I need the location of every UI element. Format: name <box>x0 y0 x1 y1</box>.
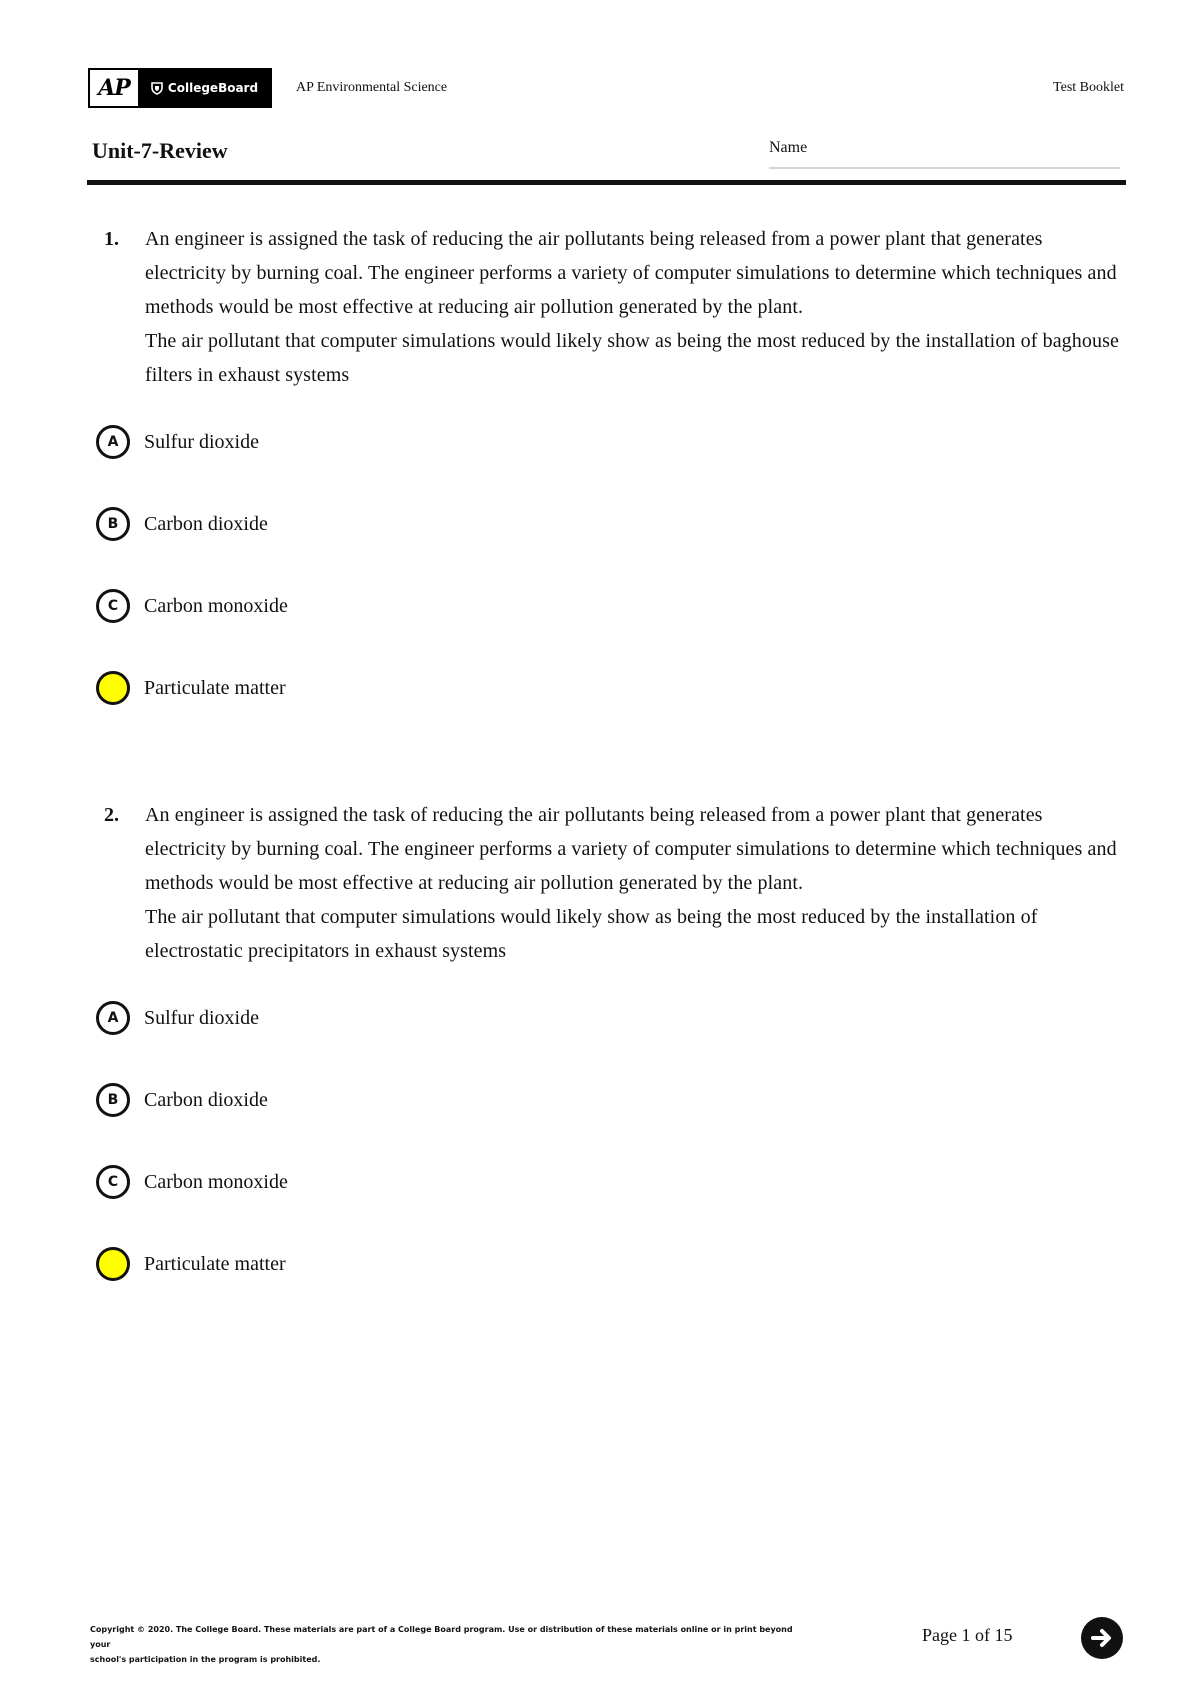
page-title: Unit-7-Review <box>92 138 228 163</box>
collegeboard-wordmark: CollegeBoard <box>167 81 259 95</box>
answer-bubble[interactable]: B <box>96 1083 130 1117</box>
subject-label: AP Environmental Science <box>296 80 448 95</box>
next-page-button[interactable] <box>1081 1617 1123 1659</box>
answer-option-d[interactable] <box>96 1242 796 1286</box>
question-stem: An engineer is assigned the task of reducing the air pollutants being released from a power plant that generates electricity by burning coal. The engineer performs a variety of computer simulations to determine which techniques and methods would be most effective at reducing air pollution generated by the plant. <box>145 228 1117 318</box>
question-text <box>145 798 1120 968</box>
booklet-label: Test Booklet <box>1053 80 1124 95</box>
name-label: Name <box>769 139 808 156</box>
answer-bubble[interactable]: C <box>96 589 130 623</box>
answer-bubble[interactable]: A <box>96 425 130 459</box>
arrow-right-circle-icon <box>1088 1624 1116 1652</box>
answer-label: Particulate matter <box>144 1252 286 1275</box>
answer-bubble[interactable]: B <box>96 507 130 541</box>
answer-label: Sulfur dioxide <box>144 430 259 453</box>
page-indicator: Page 1 of 15 <box>922 1625 1013 1645</box>
question-prompt: The air pollutant that computer simulations would likely show as being the most reduced by the installation of baghouse filters in exhaust systems <box>145 330 1119 386</box>
answer-option-b[interactable] <box>96 1078 796 1122</box>
answer-bubble-selected[interactable] <box>96 1247 130 1281</box>
collegeboard-logo <box>138 70 270 106</box>
name-field-line[interactable] <box>769 167 1120 169</box>
answer-label: Carbon dioxide <box>144 512 268 535</box>
question-prompt: The air pollutant that computer simulations would likely show as being the most reduced by the installation of electrostatic precipitators in exhaust systems <box>145 906 1038 962</box>
ap-logo-mark: AP <box>90 70 138 106</box>
answer-bubble-selected[interactable] <box>96 671 130 705</box>
header-divider <box>87 180 1126 185</box>
question-text <box>145 222 1120 392</box>
copyright-notice <box>90 1622 810 1667</box>
answer-label: Carbon monoxide <box>144 1170 288 1193</box>
answer-bubble[interactable]: A <box>96 1001 130 1035</box>
answer-option-c[interactable] <box>96 1160 796 1204</box>
answer-label: Particulate matter <box>144 676 286 699</box>
answer-option-a[interactable] <box>96 420 796 464</box>
answer-option-a[interactable] <box>96 996 796 1040</box>
answer-option-d[interactable] <box>96 666 796 710</box>
acorn-shield-icon <box>150 81 164 95</box>
answer-label: Carbon dioxide <box>144 1088 268 1111</box>
answer-option-c[interactable] <box>96 584 796 628</box>
question-number: 1. <box>104 228 119 250</box>
copyright-line: school's participation in the program is prohibited. <box>90 1655 321 1664</box>
copyright-line: Copyright © 2020. The College Board. These materials are part of a College Board program. Use or distribution of these materials online or in print beyond your <box>90 1625 793 1649</box>
answer-label: Sulfur dioxide <box>144 1006 259 1029</box>
answer-label: Carbon monoxide <box>144 594 288 617</box>
ap-collegeboard-logo <box>88 68 272 108</box>
question-number: 2. <box>104 804 119 826</box>
question-stem: An engineer is assigned the task of reducing the air pollutants being released from a power plant that generates electricity by burning coal. The engineer performs a variety of computer simulations to determine which techniques and methods would be most effective at reducing air pollution generated by the plant. <box>145 804 1117 894</box>
answer-bubble[interactable]: C <box>96 1165 130 1199</box>
answer-option-b[interactable] <box>96 502 796 546</box>
